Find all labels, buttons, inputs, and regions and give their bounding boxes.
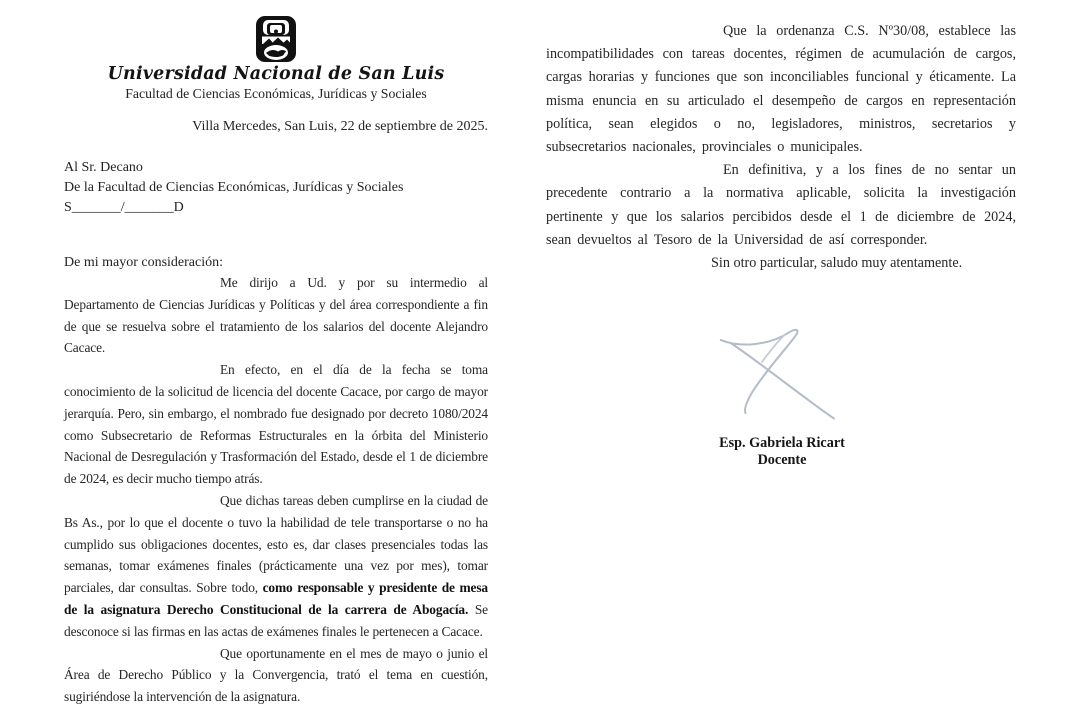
body-paragraph-1: Me dirijo a Ud. y por su intermedio al Departamento de Ciencias Jurídicas y Políticas y del área correspondiente a fin de que se resuelva sobre el tratamiento de los salarios del docente Alejandro Cacace.	[64, 275, 488, 356]
signature-block	[662, 320, 902, 469]
signatory-name: Esp. Gabriela Ricart	[719, 435, 845, 451]
paragraph-3-post: Se desconoce si las firmas en las actas de exámenes finales le pertenecen a Cacace.	[64, 601, 488, 639]
paragraph-3-pre: Que dichas tareas deben cumplirse en la ciudad de Bs As., por lo que el docente o tuvo la habilidad de tele transportarse o no ha cumplido sus obligaciones docentes, esto es, dar clases presenciales todas las semanas, tomar exámenes finales (prácticamente una vez por mes), tomar parciales, dar consultas. Sobre todo,	[64, 492, 488, 596]
closing-line: Sin otro particular, saludo muy atentamente.	[711, 255, 963, 272]
letterhead	[64, 16, 488, 102]
recipient-block	[64, 158, 488, 218]
body-paragraph-3	[64, 490, 488, 643]
faculty-name: Facultad de Ciencias Económicas, Jurídicas y Sociales	[125, 86, 427, 101]
recipient-line-1: Al Sr. Decano	[64, 160, 143, 175]
letter-page-2	[546, 20, 1016, 680]
paragraph-3-bold-emphasis: como responsable y presidente de mesa de la asignatura Derecho Constitucional de la carrera de Abogacía.	[64, 580, 488, 617]
body-paragraph-5: Que la ordenanza C.S. Nº30/08, establece las incompatibilidades con tareas docentes, régimen de acumulación de cargos, cargas horarias y funciones que son inconciliables funcional y éticamente. La misma enuncia en su articulado el desempeño de cargos en representación política, sean elegidos o no, legisladores, ministros, secretarios y subsecretarios nacionales, provinciales o municipales.	[546, 23, 1016, 156]
recipient-line-3: S_______/_______D	[64, 200, 184, 215]
body-paragraph-6: En definitiva, y a los fines de no sentar un precedente contrario a la normativa aplicable, solicita la investigación pertinente y que los salarios percibidos desde el 1 de diciembre de 2024, sean devueltos al Tesoro de la Universidad de así corresponder.	[546, 162, 1016, 248]
signatory-title: Docente	[757, 452, 807, 468]
dateline: Villa Mercedes, San Luis, 22 de septiembre de 2025.	[192, 119, 488, 134]
salutation: De mi mayor consideración:	[64, 255, 224, 270]
recipient-line-2: De la Facultad de Ciencias Económicas, Jurídicas y Sociales	[64, 180, 404, 195]
unsl-emblem-icon	[64, 16, 488, 64]
university-name: Universidad Nacional de San Luis	[107, 64, 445, 84]
letter-page-1	[64, 16, 488, 708]
handwritten-signature-icon	[702, 320, 862, 425]
body-paragraph-2: En efecto, en el día de la fecha se toma conocimiento de la solicitud de licencia del docente Cacace, por cargo de mayor jerarquía. Pero, sin embargo, el nombrado fue designado por decreto 1080/2024 como Subsecretario de Reformas Estructurales en la órbita del Ministerio Nacional de Desregulación y Trasformación del Estado, desde el 1 de diciembre de 2024, es decir mucho tiempo atrás.	[64, 362, 488, 487]
body-paragraph-4: Que oportunamente en el mes de mayo o junio el Área de Derecho Público y la Convergencia, trató el tema en cuestión, sugiriéndose la intervención de la asignatura.	[64, 645, 488, 705]
